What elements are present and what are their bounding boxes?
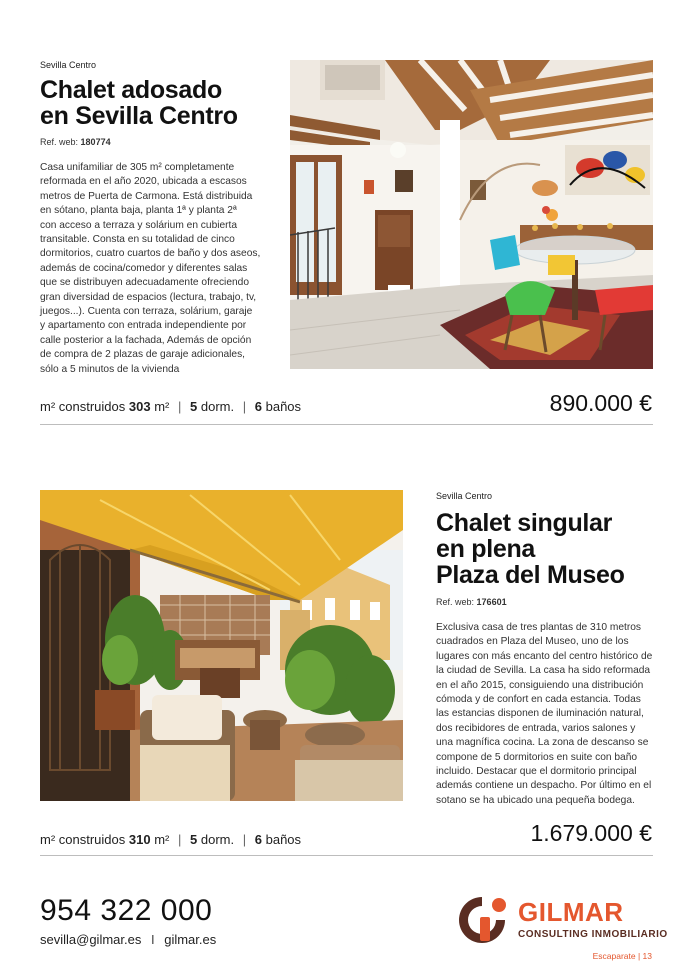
description-line: metros de Puerta de Carmona. Está distribuida [40, 190, 253, 202]
terrace-with-awning-photo [40, 490, 403, 801]
footer-email[interactable]: sevilla@gilmar.es [40, 932, 142, 947]
listing1-ref [40, 137, 111, 147]
description-line: gran diversidad de espacios (lectura, trabajo, tv, [40, 291, 257, 303]
description-line: incluido. Destacar que el dormitorio principal [436, 766, 637, 778]
brand-name: GILMAR [518, 897, 624, 927]
listing2-ref [436, 597, 507, 607]
listing2-description [436, 621, 661, 808]
listing2-beds-label: dorm. [200, 832, 235, 847]
description-line: la ciudad de Sevilla. La casa ha sido reformada [436, 665, 651, 677]
footer-website[interactable]: gilmar.es [164, 932, 217, 947]
listing1-stats [40, 399, 301, 414]
description-line: dormitorios, cuatro cuartos de baño y dos aseos, [40, 248, 261, 260]
listing2-separator: | [242, 832, 247, 847]
listing1-price: 890.000 € [549, 390, 652, 416]
listing1-area-value: 303 [128, 399, 151, 414]
gilmar-logo-icon [455, 893, 513, 948]
description-line: de compra de 2 plazas de garaje adicionales, [40, 349, 246, 361]
listing1-area-label: m² construidos [40, 399, 126, 414]
description-line: sotano se ha ubicado una pequeña bodega. [436, 794, 635, 806]
description-line: transitable. Consta en su totalidad de cinco [40, 234, 235, 246]
listing2-baths-label: baños [265, 832, 302, 847]
listing2-title-line3: Plaza del Museo [436, 561, 625, 589]
description-line: calle posterior a la fachada, Además de opción [40, 334, 252, 346]
listing1-beds-value: 5 [190, 399, 198, 414]
listing1-title [40, 77, 238, 129]
listing2-ref-value: 176601 [476, 597, 507, 607]
description-line: juegos...). Cuenta con terraza, solárium, garaje [40, 306, 253, 318]
listing1-description [40, 161, 280, 377]
description-line: Casa unifamiliar de 305 m² completamente [40, 162, 235, 173]
description-line: reformada en el año 2020, ubicada a escasos [40, 176, 247, 188]
listing1-separator: | [178, 399, 182, 414]
description-line: con acceso a terraza y solárium en cubierta [40, 219, 238, 231]
listing2-divider [40, 855, 653, 856]
description-line: lugares con más encanto del centro histórico de [436, 650, 653, 662]
listing2-ref-label: Ref. web: [436, 597, 475, 607]
listing1-title-line2: en Sevilla Centro [40, 102, 238, 130]
description-line: las estancias disponen de iluminación natural, [436, 708, 644, 720]
listing2-title-line1: Chalet singular [436, 509, 613, 537]
listing1-baths-value: 6 [254, 399, 262, 414]
listing2-separator: | [178, 832, 182, 847]
listing2-beds-value: 5 [190, 832, 198, 847]
listing1-divider [40, 424, 653, 425]
listing2-area-value: 310 [128, 832, 151, 847]
listing1-photo [290, 60, 653, 369]
listing1-separator: | [242, 399, 247, 414]
listing1-baths-label: baños [265, 399, 302, 414]
listing1-title-line1: Chalet adosado [40, 76, 222, 104]
listing2-stats [40, 832, 301, 847]
listing2-title [436, 510, 625, 588]
listing2-area-unit: m² [154, 832, 170, 847]
listing1-ref-value: 180774 [80, 137, 111, 147]
description-line: que se distribuyen adecuadamente ofreciendo [40, 277, 249, 289]
listing2-price: 1.679.000 € [530, 820, 652, 846]
interior-dining-room-photo [290, 60, 653, 369]
description-line: cuadrados en Plaza del Museo, uno de los [436, 636, 629, 648]
listing1-area-unit: m² [154, 399, 170, 414]
description-line: y apartamento con entrada independiente por [40, 320, 247, 332]
listing1-beds-label: dorm. [200, 399, 235, 414]
page-number: Escaparate | 13 [592, 951, 652, 961]
description-line: una magnífica cocina. La zona de descanso se [436, 737, 649, 749]
footer-phone[interactable]: 954 322 000 [40, 894, 213, 927]
footer-divider: I [150, 932, 155, 947]
brand-subtitle: CONSULTING INMOBILIARIO [518, 929, 668, 940]
listing1-ref-label: Ref. web: [40, 137, 79, 147]
listing2-baths-value: 6 [254, 832, 262, 847]
footer-contact [40, 932, 216, 947]
description-line: compone de 5 dormitorios en suite con baño [436, 751, 638, 763]
description-line: además contiene un despacho. Por último en el [436, 780, 652, 792]
description-line: sólo a 5 minutos de la vivienda [40, 363, 180, 375]
listing2-area-label: m² construidos [40, 832, 126, 847]
description-line: en el año 2015, consiguiendo una distribución [436, 679, 644, 691]
gilmar-logo [455, 893, 668, 948]
listing2-photo [40, 490, 403, 801]
description-line: cómoda y de confort en cada estancia. Todas [436, 694, 641, 706]
description-line: dos recibidores de entrada, varios salones y [436, 722, 636, 734]
description-line: además de cocina/comedor y diferentes salas [40, 262, 248, 274]
description-line: en sótano, planta baja, planta 1ª y planta 2ª [40, 205, 237, 217]
listing2-title-line2: en plena [436, 535, 536, 563]
listing1-location: Sevilla Centro [40, 60, 97, 70]
listing2-location: Sevilla Centro [436, 491, 493, 501]
description-line: Exclusiva casa de tres plantas de 310 metros [436, 622, 641, 633]
